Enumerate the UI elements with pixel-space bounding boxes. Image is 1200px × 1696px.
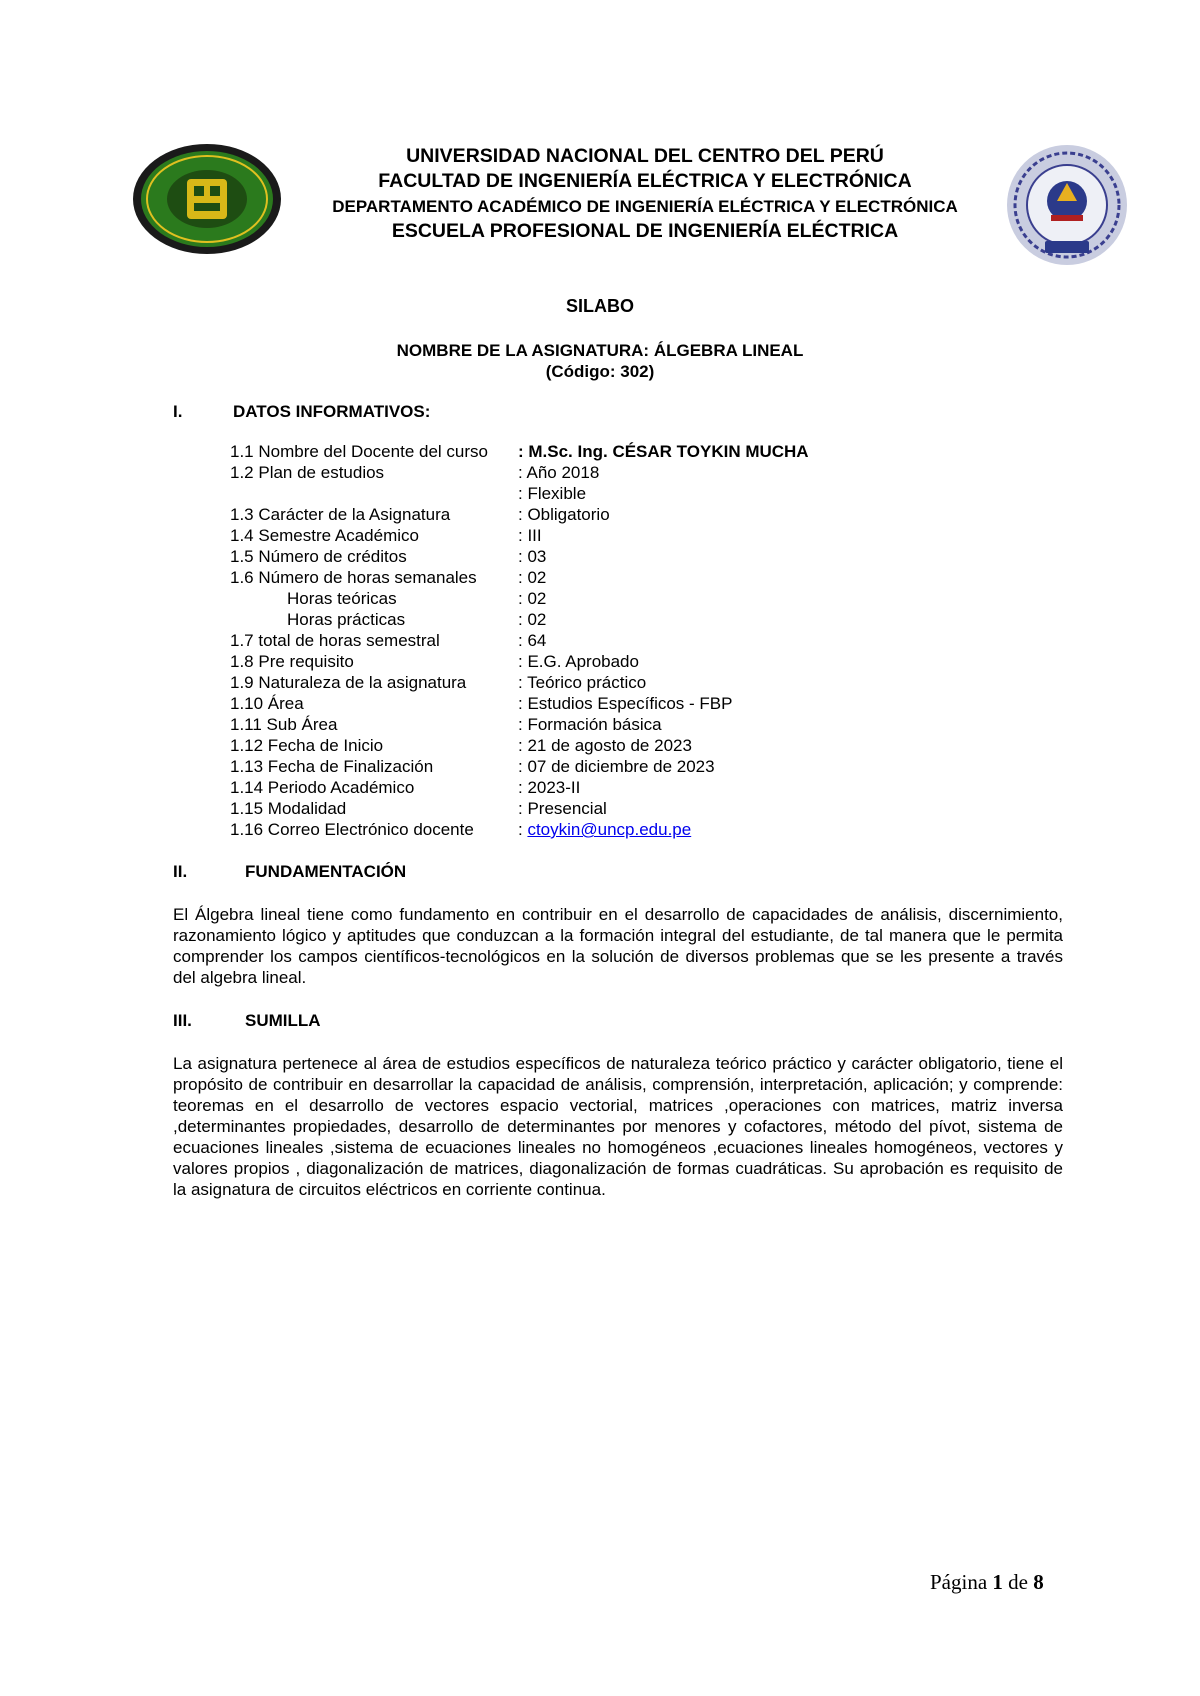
section-title: FUNDAMENTACIÓN [245,862,407,881]
info-value: : Formación básica [518,715,662,734]
info-value: : 03 [518,547,547,566]
info-value: : 2023-II [518,778,581,797]
info-value: : Teórico práctico [518,673,647,692]
info-label: 1.11 Sub Área [230,715,338,734]
info-label: 1.1 Nombre del Docente del curso [230,442,488,461]
sumilla-paragraph: La asignatura pertenece al área de estudios específicos de naturaleza teórico práctico y carácter obligatorio, tiene el propósito de contribuir en desarrollar la capacidad de análisis, comprensión, interpretación, aplicación; y comprende: teoremas en el desarrollo de vectores espacio vectorial, matrices ,operaciones con matrices, matriz inversa ,determinantes propiedades, desarrollo de determinantes por menores y cofactores, método del pívot, sistema de ecuaciones lineales ,sistema de ecuaciones lineales no homogéneos ,ecuaciones lineales homogéneos, vectores y valores propios , diagonalización de matrices, diagonalización de formas cuadráticas. Su aprobación es requisito de la asignatura de circuitos eléctricos en corriente continua. [173,1054,1063,1199]
info-label: 1.2 Plan de estudios [230,463,385,482]
info-value: : E.G. Aprobado [518,652,639,671]
info-label: 1.13 Fecha de Finalización [230,757,434,776]
info-value: : Obligatorio [518,505,610,524]
info-value: : 02 [518,568,547,587]
info-label: 1.7 total de horas semestral [230,631,440,650]
section-title: SUMILLA [245,1011,321,1030]
info-label: 1.3 Carácter de la Asignatura [230,505,451,524]
info-label: 1.12 Fecha de Inicio [230,736,384,755]
school-name: ESCUELA PROFESIONAL DE INGENIERÍA ELÉCTRICA [391,220,899,242]
page-word: Página [930,1570,988,1594]
email-link[interactable]: ctoykin@uncp.edu.pe [527,820,692,839]
info-value: : Presencial [518,799,607,818]
info-label: 1.4 Semestre Académico [230,526,419,545]
info-value: : Estudios Específicos - FBP [518,694,733,713]
section-heading-datos [173,402,430,422]
info-label: 1.8 Pre requisito [230,652,354,671]
section-heading-sumilla [173,1011,321,1031]
faculty-name: FACULTAD DE INGENIERÍA ELÉCTRICA Y ELECTRÓNICA [378,170,912,192]
info-label: 1.14 Periodo Académico [230,778,415,797]
section-number: I. [173,402,183,421]
info-value: : Año 2018 [518,463,600,482]
info-value: : 02 [518,610,547,629]
section-title: DATOS INFORMATIVOS: [233,402,431,421]
university-name: UNIVERSIDAD NACIONAL DEL CENTRO DEL PERÚ [406,145,884,167]
fundamentacion-paragraph: El Álgebra lineal tiene como fundamento en contribuir en el desarrollo de capacidades de análisis, discernimiento, razonamiento lógico y aptitudes que conduzcan a la formación integral del estudiante, de tal manera que le permita comprender los campos científicos-tecnológicos en la solución de diversos problemas que se les presente a través del algebra lineal. [173,905,1063,987]
info-label: Horas prácticas [287,610,406,629]
page-number-footer [930,1570,1044,1595]
uncp-seal-logo [132,143,282,255]
of-word: de [1008,1570,1028,1594]
current-page: 1 [992,1570,1003,1594]
department-name: DEPARTAMENTO ACADÉMICO DE INGENIERÍA ELÉCTRICA Y ELECTRÓNICA [332,197,958,216]
value-prefix: : [518,820,528,839]
info-value: : 07 de diciembre de 2023 [518,757,715,776]
info-label: 1.16 Correo Electrónico docente [230,820,474,839]
info-value: : III [518,526,542,545]
teacher-name: : M.Sc. Ing. CÉSAR TOYKIN MUCHA [518,442,809,461]
info-label: 1.10 Área [230,694,304,713]
info-value: : 02 [518,589,547,608]
section-number: III. [173,1011,192,1030]
document-title: SILABO [565,296,634,316]
info-label: 1.9 Naturaleza de la asignatura [230,673,467,692]
info-value: : 64 [518,631,547,650]
total-pages: 8 [1033,1570,1044,1594]
course-name: NOMBRE DE LA ASIGNATURA: ÁLGEBRA LINEAL [396,341,804,360]
section-heading-fundamentacion [173,862,406,882]
info-label: Horas teóricas [287,589,397,608]
info-label: 1.5 Número de créditos [230,547,407,566]
info-label: 1.6 Número de horas semanales [230,568,477,587]
institution-header [300,144,990,244]
info-label: 1.15 Modalidad [230,799,347,818]
info-value [518,819,691,840]
info-value: : 21 de agosto de 2023 [518,736,692,755]
faculty-seal-logo [1005,143,1130,268]
info-value: : Flexible [518,484,587,503]
course-code: (Código: 302) [545,362,655,381]
section-number: II. [173,862,188,881]
